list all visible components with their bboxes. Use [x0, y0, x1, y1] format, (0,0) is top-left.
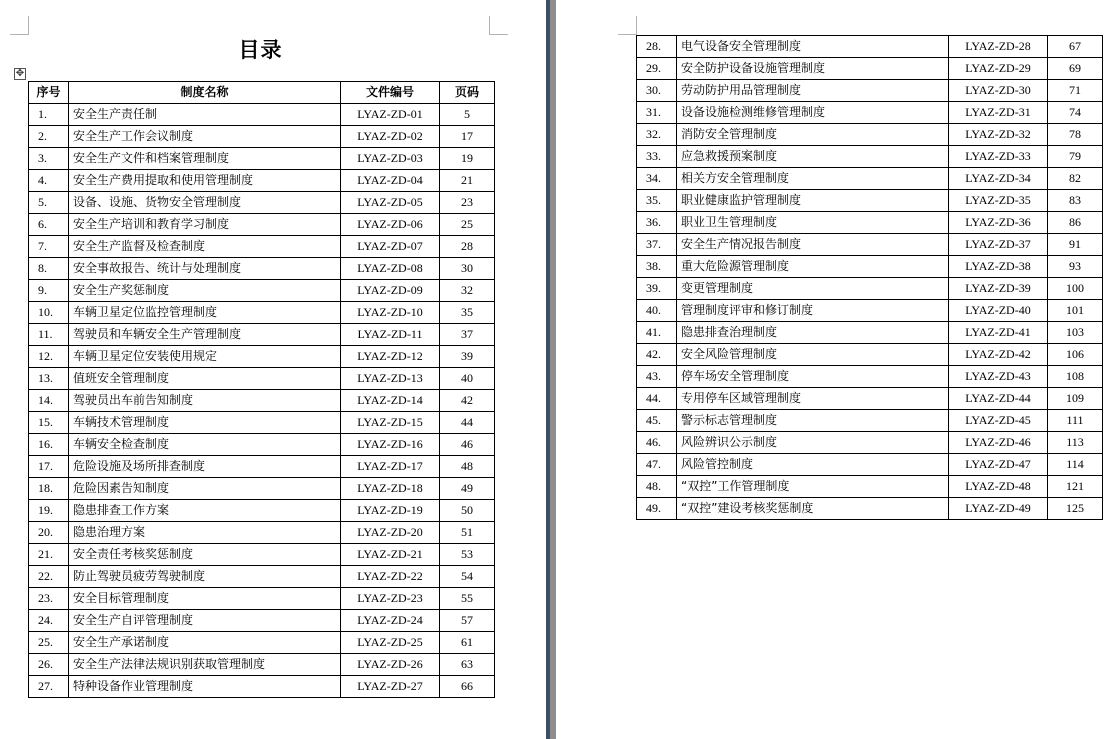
row-page: 37 [440, 324, 495, 346]
row-code: LYAZ-ZD-42 [949, 344, 1048, 366]
toc-table-left [28, 81, 495, 698]
row-number: 43. [637, 366, 677, 388]
row-number: 27. [29, 676, 69, 698]
row-number: 12. [29, 346, 69, 368]
row-page: 86 [1048, 212, 1103, 234]
row-number: 35. [637, 190, 677, 212]
row-name: 安全生产费用提取和使用管理制度 [69, 170, 341, 192]
row-code: LYAZ-ZD-49 [949, 498, 1048, 520]
row-page: 101 [1048, 300, 1103, 322]
row-code: LYAZ-ZD-04 [341, 170, 440, 192]
row-code: LYAZ-ZD-10 [341, 302, 440, 324]
row-page: 21 [440, 170, 495, 192]
row-code: LYAZ-ZD-17 [341, 456, 440, 478]
table-row [29, 456, 495, 478]
row-page: 49 [440, 478, 495, 500]
row-number: 14. [29, 390, 69, 412]
row-page: 54 [440, 566, 495, 588]
row-page: 83 [1048, 190, 1103, 212]
row-code: LYAZ-ZD-47 [949, 454, 1048, 476]
row-page: 125 [1048, 498, 1103, 520]
row-number: 5. [29, 192, 69, 214]
row-page: 111 [1048, 410, 1103, 432]
table-header-row [29, 82, 495, 104]
row-name: 车辆卫星定位安装使用规定 [69, 346, 341, 368]
row-page: 93 [1048, 256, 1103, 278]
row-page: 35 [440, 302, 495, 324]
table-row [29, 676, 495, 698]
row-code: LYAZ-ZD-15 [341, 412, 440, 434]
row-name: 隐患排查治理制度 [677, 322, 949, 344]
row-name: 危险设施及场所排查制度 [69, 456, 341, 478]
row-code: LYAZ-ZD-38 [949, 256, 1048, 278]
row-number: 45. [637, 410, 677, 432]
row-code: LYAZ-ZD-01 [341, 104, 440, 126]
table-row [637, 102, 1103, 124]
row-code: LYAZ-ZD-39 [949, 278, 1048, 300]
crop-mark-top-left [618, 16, 637, 35]
row-number: 40. [637, 300, 677, 322]
row-name: 职业健康监护管理制度 [677, 190, 949, 212]
table-row [637, 476, 1103, 498]
table-row [637, 124, 1103, 146]
table-row [29, 566, 495, 588]
table-row [29, 522, 495, 544]
header-no: 序号 [29, 82, 69, 104]
table-row [29, 654, 495, 676]
row-page: 57 [440, 610, 495, 632]
row-number: 39. [637, 278, 677, 300]
row-code: LYAZ-ZD-12 [341, 346, 440, 368]
header-name: 制度名称 [69, 82, 341, 104]
table-row [29, 500, 495, 522]
row-code: LYAZ-ZD-11 [341, 324, 440, 346]
row-page: 46 [440, 434, 495, 456]
row-page: 42 [440, 390, 495, 412]
table-row [29, 104, 495, 126]
row-code: LYAZ-ZD-36 [949, 212, 1048, 234]
row-page: 51 [440, 522, 495, 544]
page-gutter [546, 0, 556, 739]
row-number: 47. [637, 454, 677, 476]
row-code: LYAZ-ZD-24 [341, 610, 440, 632]
row-number: 20. [29, 522, 69, 544]
row-name: 劳动防护用品管理制度 [677, 80, 949, 102]
row-page: 71 [1048, 80, 1103, 102]
row-page: 19 [440, 148, 495, 170]
row-name: 应急救援预案制度 [677, 146, 949, 168]
toc-body-left [29, 104, 495, 698]
row-page: 106 [1048, 344, 1103, 366]
row-name: “双控”建设考核奖惩制度 [677, 498, 949, 520]
row-name: 车辆卫星定位监控管理制度 [69, 302, 341, 324]
table-row [29, 170, 495, 192]
row-number: 25. [29, 632, 69, 654]
row-name: 安全生产承诺制度 [69, 632, 341, 654]
row-page: 32 [440, 280, 495, 302]
row-name: 特种设备作业管理制度 [69, 676, 341, 698]
row-code: LYAZ-ZD-28 [949, 36, 1048, 58]
table-row [29, 390, 495, 412]
row-number: 33. [637, 146, 677, 168]
row-number: 42. [637, 344, 677, 366]
row-code: LYAZ-ZD-37 [949, 234, 1048, 256]
table-row [637, 366, 1103, 388]
row-number: 29. [637, 58, 677, 80]
table-row [29, 368, 495, 390]
row-name: 安全生产法律法规识别获取管理制度 [69, 654, 341, 676]
row-number: 8. [29, 258, 69, 280]
row-name: 安全风险管理制度 [677, 344, 949, 366]
table-row [29, 302, 495, 324]
row-code: LYAZ-ZD-33 [949, 146, 1048, 168]
row-page: 30 [440, 258, 495, 280]
table-row [29, 632, 495, 654]
row-name: 安全生产自评管理制度 [69, 610, 341, 632]
row-number: 26. [29, 654, 69, 676]
table-row [637, 344, 1103, 366]
row-page: 103 [1048, 322, 1103, 344]
row-page: 100 [1048, 278, 1103, 300]
row-code: LYAZ-ZD-05 [341, 192, 440, 214]
row-number: 22. [29, 566, 69, 588]
row-page: 25 [440, 214, 495, 236]
row-code: LYAZ-ZD-31 [949, 102, 1048, 124]
row-code: LYAZ-ZD-02 [341, 126, 440, 148]
row-name: 隐患治理方案 [69, 522, 341, 544]
row-number: 1. [29, 104, 69, 126]
row-code: LYAZ-ZD-25 [341, 632, 440, 654]
row-page: 82 [1048, 168, 1103, 190]
row-name: “双控”工作管理制度 [677, 476, 949, 498]
row-name: 停车场安全管理制度 [677, 366, 949, 388]
table-row [29, 412, 495, 434]
row-code: LYAZ-ZD-30 [949, 80, 1048, 102]
row-page: 55 [440, 588, 495, 610]
row-name: 安全防护设备设施管理制度 [677, 58, 949, 80]
table-row [29, 478, 495, 500]
table-row [29, 610, 495, 632]
table-row [29, 214, 495, 236]
row-name: 车辆技术管理制度 [69, 412, 341, 434]
table-row [637, 234, 1103, 256]
table-row [29, 258, 495, 280]
row-page: 28 [440, 236, 495, 258]
row-page: 108 [1048, 366, 1103, 388]
row-page: 48 [440, 456, 495, 478]
table-row [637, 498, 1103, 520]
row-code: LYAZ-ZD-08 [341, 258, 440, 280]
toc-body-right [637, 36, 1103, 520]
row-name: 安全生产文件和档案管理制度 [69, 148, 341, 170]
page-title: 目录 [238, 38, 283, 62]
row-number: 21. [29, 544, 69, 566]
table-row [29, 434, 495, 456]
row-number: 10. [29, 302, 69, 324]
row-code: LYAZ-ZD-03 [341, 148, 440, 170]
crop-mark-top-left [10, 16, 29, 35]
row-name: 警示标志管理制度 [677, 410, 949, 432]
row-page: 74 [1048, 102, 1103, 124]
row-page: 78 [1048, 124, 1103, 146]
row-code: LYAZ-ZD-29 [949, 58, 1048, 80]
row-page: 69 [1048, 58, 1103, 80]
table-row [637, 80, 1103, 102]
row-name: 消防安全管理制度 [677, 124, 949, 146]
row-name: 管理制度评审和修订制度 [677, 300, 949, 322]
row-number: 2. [29, 126, 69, 148]
row-name: 设备、设施、货物安全管理制度 [69, 192, 341, 214]
row-number: 15. [29, 412, 69, 434]
row-page: 91 [1048, 234, 1103, 256]
row-code: LYAZ-ZD-34 [949, 168, 1048, 190]
row-code: LYAZ-ZD-35 [949, 190, 1048, 212]
row-number: 9. [29, 280, 69, 302]
table-row [29, 192, 495, 214]
row-name: 风险辨识公示制度 [677, 432, 949, 454]
table-row [29, 588, 495, 610]
row-name: 职业卫生管理制度 [677, 212, 949, 234]
row-number: 19. [29, 500, 69, 522]
row-name: 专用停车区域管理制度 [677, 388, 949, 410]
row-page: 50 [440, 500, 495, 522]
row-name: 防止驾驶员疲劳驾驶制度 [69, 566, 341, 588]
row-number: 32. [637, 124, 677, 146]
row-number: 49. [637, 498, 677, 520]
row-page: 5 [440, 104, 495, 126]
row-code: LYAZ-ZD-41 [949, 322, 1048, 344]
row-number: 6. [29, 214, 69, 236]
move-icon[interactable]: ✥ [15, 68, 25, 79]
row-page: 109 [1048, 388, 1103, 410]
row-code: LYAZ-ZD-16 [341, 434, 440, 456]
table-row [637, 278, 1103, 300]
row-number: 36. [637, 212, 677, 234]
row-number: 24. [29, 610, 69, 632]
table-row [637, 300, 1103, 322]
row-code: LYAZ-ZD-26 [341, 654, 440, 676]
table-row [29, 324, 495, 346]
row-name: 相关方安全管理制度 [677, 168, 949, 190]
row-number: 44. [637, 388, 677, 410]
row-number: 37. [637, 234, 677, 256]
row-code: LYAZ-ZD-23 [341, 588, 440, 610]
row-page: 113 [1048, 432, 1103, 454]
table-row [29, 148, 495, 170]
table-row [637, 410, 1103, 432]
toc-table-right [636, 35, 1103, 520]
row-name: 安全生产奖惩制度 [69, 280, 341, 302]
row-name: 值班安全管理制度 [69, 368, 341, 390]
table-row [637, 146, 1103, 168]
table-row [637, 388, 1103, 410]
row-name: 重大危险源管理制度 [677, 256, 949, 278]
table-row [637, 168, 1103, 190]
row-code: LYAZ-ZD-09 [341, 280, 440, 302]
table-row [637, 190, 1103, 212]
row-number: 48. [637, 476, 677, 498]
table-row [29, 280, 495, 302]
row-page: 23 [440, 192, 495, 214]
row-page: 44 [440, 412, 495, 434]
row-number: 13. [29, 368, 69, 390]
crop-mark-top-right [489, 16, 508, 35]
row-code: LYAZ-ZD-07 [341, 236, 440, 258]
row-number: 41. [637, 322, 677, 344]
row-page: 61 [440, 632, 495, 654]
row-name: 安全目标管理制度 [69, 588, 341, 610]
row-code: LYAZ-ZD-22 [341, 566, 440, 588]
row-page: 40 [440, 368, 495, 390]
table-row [637, 322, 1103, 344]
row-page: 66 [440, 676, 495, 698]
header-page: 页码 [440, 82, 495, 104]
row-name: 危险因素告知制度 [69, 478, 341, 500]
row-number: 38. [637, 256, 677, 278]
row-page: 63 [440, 654, 495, 676]
row-number: 23. [29, 588, 69, 610]
row-name: 风险管控制度 [677, 454, 949, 476]
table-row [637, 36, 1103, 58]
row-number: 4. [29, 170, 69, 192]
row-name: 安全事故报告、统计与处理制度 [69, 258, 341, 280]
row-code: LYAZ-ZD-32 [949, 124, 1048, 146]
table-row [29, 346, 495, 368]
row-code: LYAZ-ZD-45 [949, 410, 1048, 432]
table-row [637, 256, 1103, 278]
row-name: 安全责任考核奖惩制度 [69, 544, 341, 566]
row-code: LYAZ-ZD-14 [341, 390, 440, 412]
row-code: LYAZ-ZD-18 [341, 478, 440, 500]
row-page: 17 [440, 126, 495, 148]
row-number: 3. [29, 148, 69, 170]
row-page: 67 [1048, 36, 1103, 58]
table-row [29, 544, 495, 566]
table-row [637, 432, 1103, 454]
row-code: LYAZ-ZD-13 [341, 368, 440, 390]
row-code: LYAZ-ZD-44 [949, 388, 1048, 410]
row-code: LYAZ-ZD-06 [341, 214, 440, 236]
row-name: 电气设备安全管理制度 [677, 36, 949, 58]
row-name: 安全生产培训和教育学习制度 [69, 214, 341, 236]
row-page: 114 [1048, 454, 1103, 476]
row-name: 安全生产监督及检查制度 [69, 236, 341, 258]
document-page-right [556, 0, 1118, 739]
row-code: LYAZ-ZD-20 [341, 522, 440, 544]
row-code: LYAZ-ZD-21 [341, 544, 440, 566]
row-code: LYAZ-ZD-19 [341, 500, 440, 522]
table-row [29, 126, 495, 148]
row-number: 34. [637, 168, 677, 190]
row-page: 121 [1048, 476, 1103, 498]
table-row [29, 236, 495, 258]
row-name: 车辆安全检查制度 [69, 434, 341, 456]
row-number: 17. [29, 456, 69, 478]
row-number: 18. [29, 478, 69, 500]
row-code: LYAZ-ZD-48 [949, 476, 1048, 498]
table-row [637, 212, 1103, 234]
row-name: 驾驶员出车前告知制度 [69, 390, 341, 412]
row-code: LYAZ-ZD-43 [949, 366, 1048, 388]
row-code: LYAZ-ZD-27 [341, 676, 440, 698]
row-page: 39 [440, 346, 495, 368]
row-number: 28. [637, 36, 677, 58]
row-name: 安全生产情况报告制度 [677, 234, 949, 256]
row-code: LYAZ-ZD-40 [949, 300, 1048, 322]
row-number: 16. [29, 434, 69, 456]
row-code: LYAZ-ZD-46 [949, 432, 1048, 454]
row-name: 变更管理制度 [677, 278, 949, 300]
row-name: 安全生产责任制 [69, 104, 341, 126]
row-name: 驾驶员和车辆安全生产管理制度 [69, 324, 341, 346]
table-row [637, 58, 1103, 80]
header-code: 文件编号 [341, 82, 440, 104]
table-row [637, 454, 1103, 476]
row-number: 46. [637, 432, 677, 454]
row-name: 安全生产工作会议制度 [69, 126, 341, 148]
row-page: 79 [1048, 146, 1103, 168]
row-name: 隐患排查工作方案 [69, 500, 341, 522]
row-page: 53 [440, 544, 495, 566]
row-number: 30. [637, 80, 677, 102]
row-name: 设备设施检测维修管理制度 [677, 102, 949, 124]
row-number: 7. [29, 236, 69, 258]
row-number: 11. [29, 324, 69, 346]
row-number: 31. [637, 102, 677, 124]
document-page-left [0, 0, 546, 739]
